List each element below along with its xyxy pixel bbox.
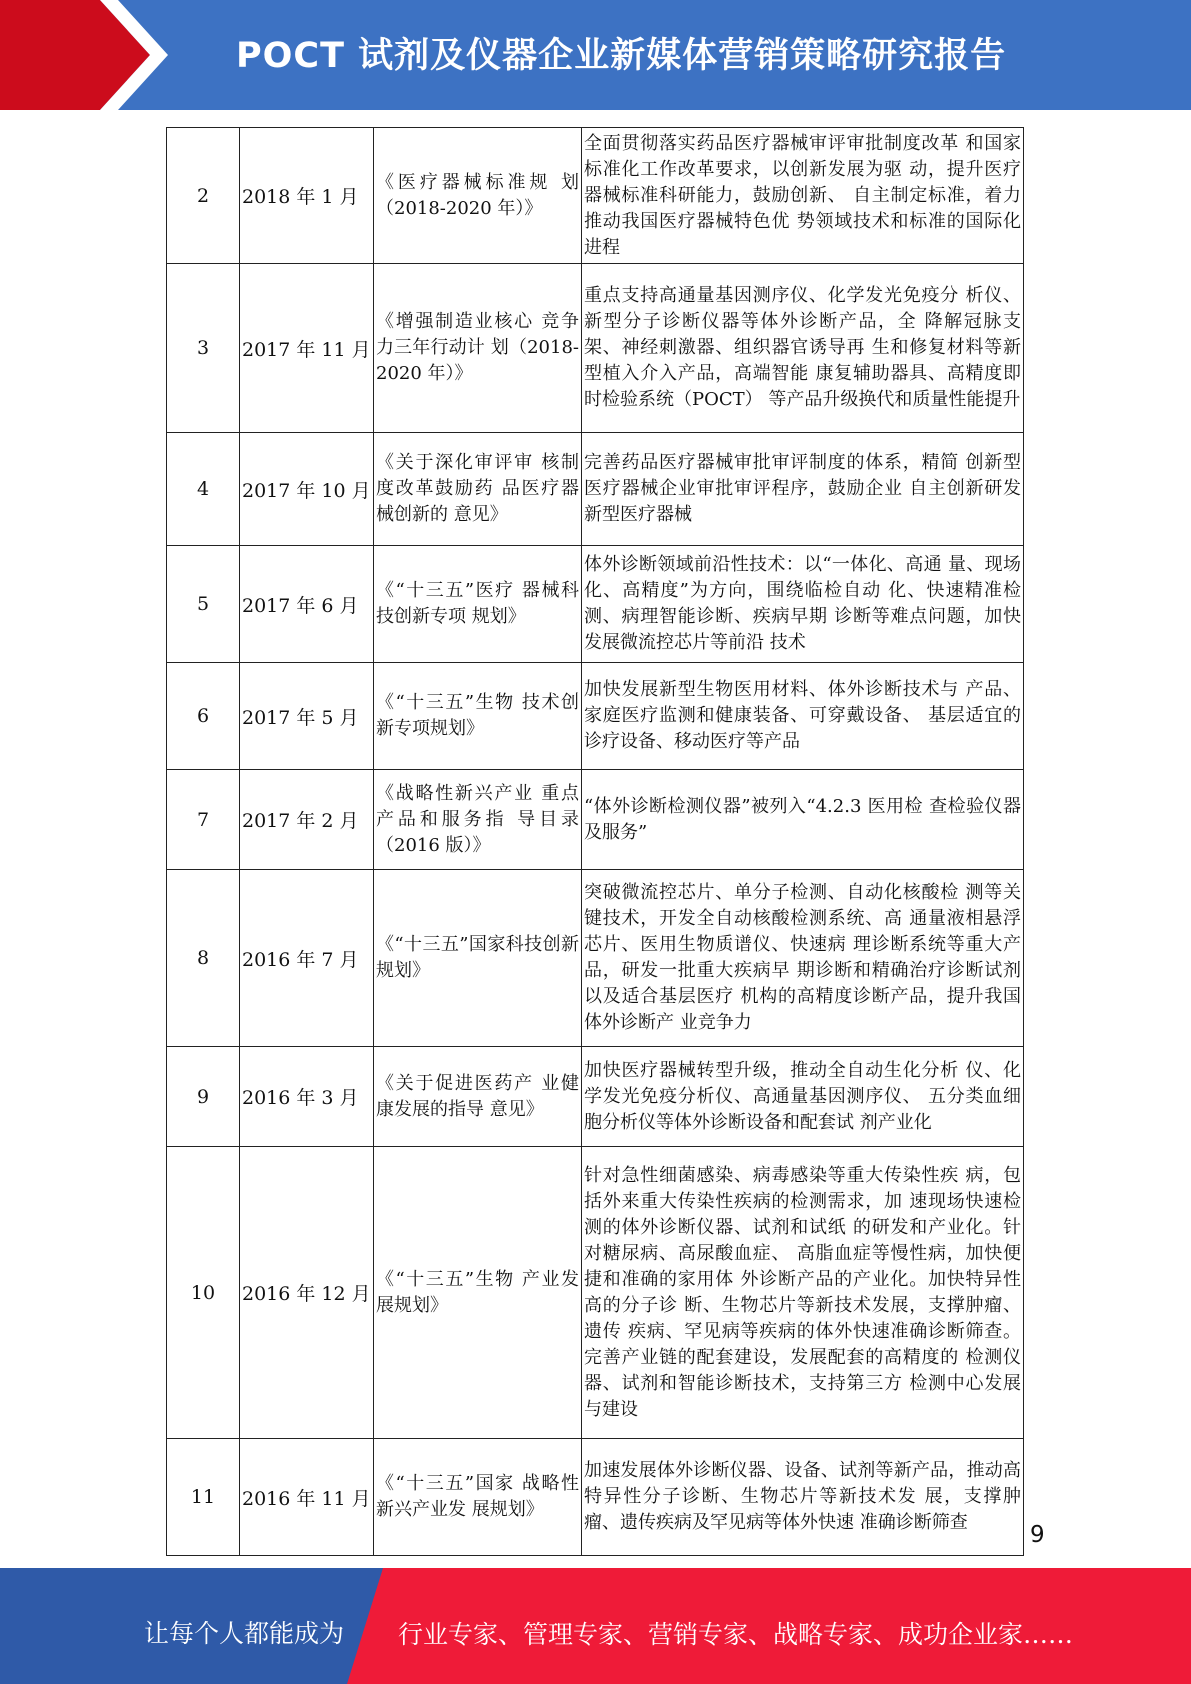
row-date — [240, 433, 374, 546]
row-number-text: 11 — [190, 1486, 216, 1508]
row-policy-description — [582, 1047, 1024, 1147]
row-policy-name — [374, 663, 582, 770]
row-date-text: 2017 年 6 月 — [242, 594, 359, 617]
footer-slogan-right: 行业专家、管理专家、营销专家、战略专家、成功企业家…… — [398, 1620, 1074, 1649]
row-policy-name-text: 《关于深化审评审 核制度改革鼓励药 品医疗器械创新的 意见》 — [376, 452, 579, 525]
row-policy-name — [374, 770, 582, 870]
page-header — [0, 0, 1191, 110]
row-date — [240, 663, 374, 770]
page-number: 9 — [1030, 1522, 1045, 1548]
row-number-text: 4 — [196, 478, 210, 500]
row-number-text: 7 — [196, 808, 210, 831]
row-number — [167, 433, 240, 546]
row-number — [167, 870, 240, 1047]
row-policy-description — [582, 1147, 1024, 1439]
row-number-text: 8 — [196, 947, 210, 969]
row-policy-name-text: 《“十三五”生物 产业发展规划》 — [376, 1268, 579, 1316]
row-policy-description — [582, 1439, 1024, 1556]
row-date-text: 2018 年 1 月 — [242, 186, 359, 208]
row-policy-description-text: 体外诊断领域前沿性技术：以“一体化、高通 量、现场化、高精度”为方向，围绕临检自动 化、快速精准检测、病理智能诊断、疾病早期 诊断等难点问题，加快发展微流控芯片等前沿 技术 — [584, 554, 1021, 653]
footer-slogan-left: 让每个人都能成为 — [144, 1619, 345, 1648]
row-policy-name-text: 《战略性新兴产业 重点产品和服务指 导目录（2016 版）》 — [376, 782, 579, 856]
row-date — [240, 264, 374, 433]
row-number — [167, 1147, 240, 1439]
row-policy-name-text: 《“十三五”国家科技创新规划》 — [376, 934, 579, 981]
row-date — [240, 1439, 374, 1556]
row-policy-description — [582, 770, 1024, 870]
row-date — [240, 546, 374, 663]
row-policy-name — [374, 433, 582, 546]
row-date — [240, 770, 374, 870]
row-number-text: 9 — [196, 1085, 210, 1108]
row-date — [240, 1147, 374, 1439]
row-policy-description — [582, 128, 1024, 264]
row-policy-description — [582, 264, 1024, 433]
row-date — [240, 128, 374, 264]
row-policy-name — [374, 1147, 582, 1439]
table-row — [167, 870, 1024, 1047]
row-number — [167, 546, 240, 663]
row-date-text: 2016 年 12 月 — [242, 1283, 371, 1305]
row-policy-description-text: 重点支持高通量基因测序仪、化学发光免疫分 析仪、新型分子诊断仪器等体外诊断产品，全 降解冠脉支架、神经刺激器、组织器官诱导再 生和修复材料等新型植入介入产品，高端智能 康复辅助器具、高精度即时检验系统（POCT） 等产品升级换代和质量性能提升 — [584, 285, 1021, 410]
row-number — [167, 1439, 240, 1556]
row-policy-name-text: 《关于促进医药产 业健康发展的指导 意见》 — [376, 1072, 579, 1120]
row-number-text: 5 — [196, 593, 210, 615]
row-policy-description — [582, 433, 1024, 546]
row-policy-name — [374, 1439, 582, 1556]
row-policy-description-text: “体外诊断检测仪器”被列入“4.2.3 医用检 查检验仪器及服务” — [584, 795, 1021, 843]
row-date-text: 2016 年 3 月 — [242, 1087, 359, 1109]
row-number-text: 2 — [196, 184, 210, 207]
row-policy-name-text: 《医疗器械标准规 划（2018-2020 年）》 — [376, 171, 579, 219]
row-policy-description-text: 完善药品医疗器械审批审评制度的体系，精简 创新型医疗器械企业审批审评程序，鼓励企业 自主创新研发新型医疗器械 — [584, 452, 1021, 525]
row-policy-name — [374, 870, 582, 1047]
table-row — [167, 663, 1024, 770]
row-date-text: 2016 年 7 月 — [242, 948, 359, 971]
report-title: POCT 试剂及仪器企业新媒体营销策略研究报告 — [236, 36, 1007, 76]
row-policy-description — [582, 870, 1024, 1047]
table-row — [167, 1047, 1024, 1147]
row-policy-name — [374, 264, 582, 433]
table-row — [167, 433, 1024, 546]
row-policy-name-text: 《“十三五”国家 战略性新兴产业发 展规划》 — [376, 1473, 579, 1520]
table-row — [167, 1439, 1024, 1556]
table-row — [167, 128, 1024, 264]
row-number-text: 3 — [196, 337, 210, 359]
table-row — [167, 264, 1024, 433]
row-policy-description-text: 加快发展新型生物医用材料、体外诊断技术与 产品、家庭医疗监测和健康装备、可穿戴设备、 基层适宜的诊疗设备、移动医疗等产品 — [584, 679, 1021, 752]
table-row — [167, 546, 1024, 663]
row-number — [167, 128, 240, 264]
row-policy-name-text: 《“十三五”生物 技术创新专项规划》 — [376, 692, 579, 739]
row-number — [167, 1047, 240, 1147]
row-policy-description — [582, 663, 1024, 770]
row-date-text: 2017 年 11 月 — [242, 338, 371, 361]
row-policy-description — [582, 546, 1024, 663]
row-policy-name-text: 《增强制造业核心 竞争力三年行动计 划（2018-2020 年）》 — [376, 311, 579, 384]
table-row — [167, 770, 1024, 870]
row-date — [240, 870, 374, 1047]
table-row — [167, 1147, 1024, 1439]
row-policy-name — [374, 128, 582, 264]
row-date-text: 2017 年 2 月 — [242, 810, 359, 832]
row-date-text: 2017 年 10 月 — [242, 479, 371, 502]
row-policy-description-text: 突破微流控芯片、单分子检测、自动化核酸检 测等关键技术，开发全自动核酸检测系统、高 通量液相悬浮芯片、医用生物质谱仪、快速病 理诊断系统等重大产品，研发一批重大疾病早 期诊断和精确治疗诊断试剂以及适合基层医疗 机构的高精度诊断产品，提升我国体外诊断产 业竞争力 — [584, 882, 1021, 1033]
row-number — [167, 663, 240, 770]
row-policy-name-text: 《“十三五”医疗 器械科技创新专项 规划》 — [376, 580, 579, 627]
row-number-text: 10 — [190, 1281, 216, 1304]
row-policy-name — [374, 546, 582, 663]
row-number-text: 6 — [196, 705, 210, 727]
row-policy-description-text: 加速发展体外诊断仪器、设备、试剂等新产品，推动高特异性分子诊断、生物芯片等新技术发 展，支撑肿瘤、遗传疾病及罕见病等体外快速 准确诊断筛查 — [584, 1460, 1021, 1533]
row-policy-description-text: 全面贯彻落实药品医疗器械审评审批制度改革 和国家标准化工作改革要求，以创新发展为驱 动，提升医疗器械标准科研能力，鼓励创新、 自主制定标准，着力推动我国医疗器械特色优 势领域技术和标准的国际化进程 — [584, 132, 1021, 258]
row-number — [167, 770, 240, 870]
row-date — [240, 1047, 374, 1147]
policy-table — [166, 127, 1024, 1556]
row-policy-description-text: 加快医疗器械转型升级，推动全自动生化分析 仪、化学发光免疫分析仪、高通量基因测序仪、 五分类血细胞分析仪等体外诊断设备和配套试 剂产业化 — [584, 1059, 1021, 1133]
row-policy-name — [374, 1047, 582, 1147]
row-date-text: 2016 年 11 月 — [242, 1487, 371, 1510]
row-policy-description-text: 针对急性细菌感染、病毒感染等重大传染性疾 病，包括外来重大传染性疾病的检测需求，加 速现场快速检测的体外诊断仪器、试剂和试纸 的研发和产业化。针对糖尿病、高尿酸血症、 高脂血症等慢性病，加快便捷和准确的家用体 外诊断产品的产业化。加快特异性高的分子诊 断、生物芯片等新技术发展，支撑肿瘤、遗传 疾病、罕见病等疾病的体外快速准确诊断筛查。 完善产业链的配套建设，发展配套的高精度的 检测仪器、试剂和智能诊断技术，支持第三方 检测中心发展与建设 — [584, 1164, 1021, 1420]
row-number — [167, 264, 240, 433]
row-date-text: 2017 年 5 月 — [242, 706, 359, 729]
